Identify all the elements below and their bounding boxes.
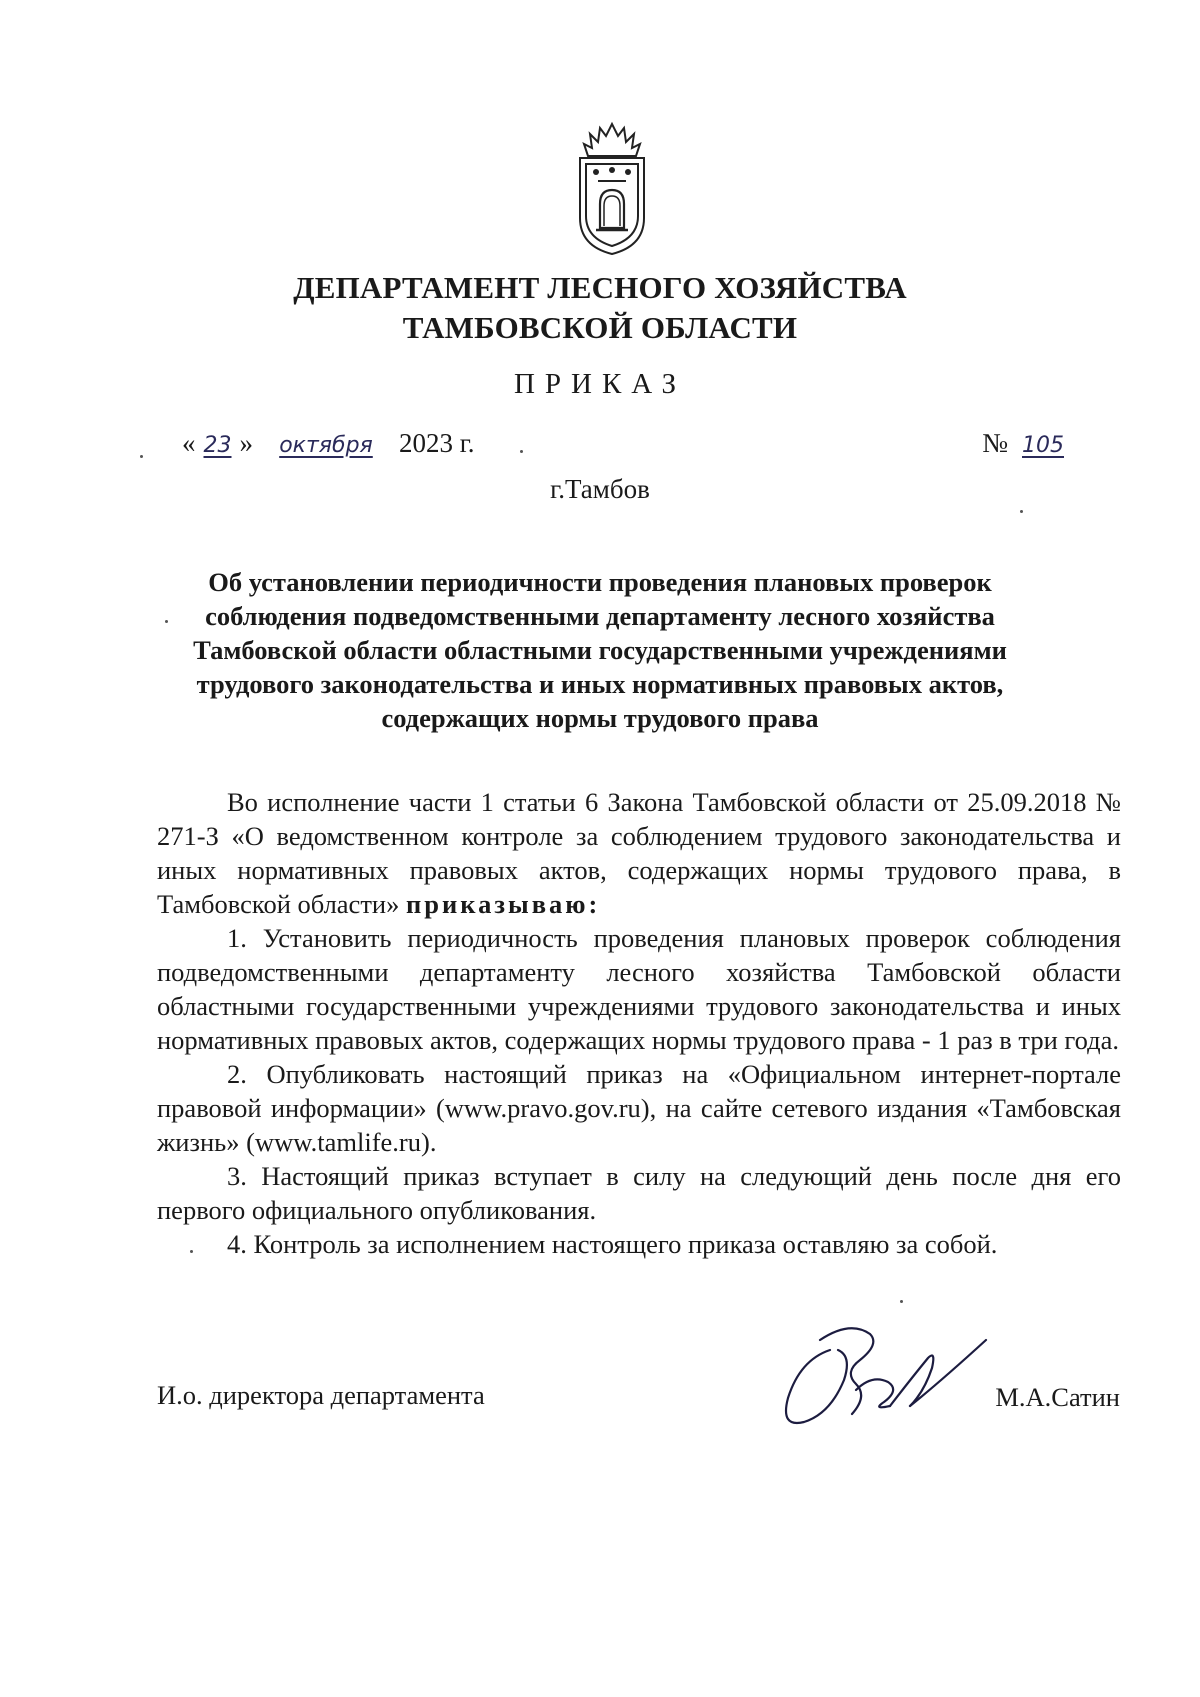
scan-speck [1020,510,1023,513]
order-number-handwritten: 105 [1022,433,1064,458]
date-year: 2023 г. [399,428,475,458]
date-month-handwritten: октября [279,433,373,458]
item-1: 1. Установить периодичность проведения плановых проверок соблюдения подведомственными департаменту лесного хозяйства Тамбовской области областными государственными учреждениями трудового законодательства и иных нормативных правовых актов, содержащих нормы трудового права - 1 раз в три года. [157,923,1121,1055]
preamble-text: Во исполнение части 1 статьи 6 Закона Тамбовской области от 25.09.2018 № 271-З «О ведомственном контроле за соблюдением трудового законодательства и иных нормативных правовых актов, содержащих нормы трудового права, в Тамбовской области» [157,787,1121,919]
document-title: Об установлении периодичности проведения плановых проверок соблюдения подведомственными департаменту лесного хозяйства Тамбовской области областными государственными учреждениями трудового законодательства и иных нормативных правовых актов, содержащих нормы трудового права [193,567,1007,733]
item-4: 4. Контроль за исполнением настоящего приказа оставляю за собой. [227,1229,998,1259]
scan-speck [165,620,168,623]
order-date [182,428,475,459]
item-2: 2. Опубликовать настоящий приказ на «Официальном интернет-портале правовой информации» (www.pravo.gov.ru), на сайте сетевого издания «Тамбовская жизнь» (www.tamlife.ru). [157,1059,1121,1157]
order-number [982,428,1078,459]
item-3: 3. Настоящий приказ вступает в силу на следующий день после дня его первого официального опубликования. [157,1161,1121,1225]
date-day-handwritten: 23 [203,433,232,458]
scan-speck [520,450,523,453]
signatory-name: М.А.Сатин [995,1382,1120,1412]
order-number-prefix: № [982,428,1008,458]
city-name: г.Тамбов [550,474,650,504]
document-body [157,785,1121,1261]
preamble-paragraph [157,785,1121,921]
signatory-position: И.о. директора департамента [157,1380,485,1410]
organization-title-line1: ДЕПАРТАМЕНТ ЛЕСНОГО ХОЗЯЙСТВА [293,270,907,305]
order-heading: ПРИКАЗ [513,368,687,400]
date-close-quote: » [239,428,253,458]
order-verb: приказываю: [405,889,601,919]
organization-title [0,268,1200,348]
coat-of-arms-emblem [566,118,658,260]
handwritten-signature [760,1310,990,1450]
organization-title-line2: ТАМБОВСКОЙ ОБЛАСТИ [402,310,798,345]
scan-speck [190,1250,193,1253]
scan-speck [140,455,143,458]
date-open-quote: « [182,428,196,458]
scan-speck [900,1300,903,1303]
